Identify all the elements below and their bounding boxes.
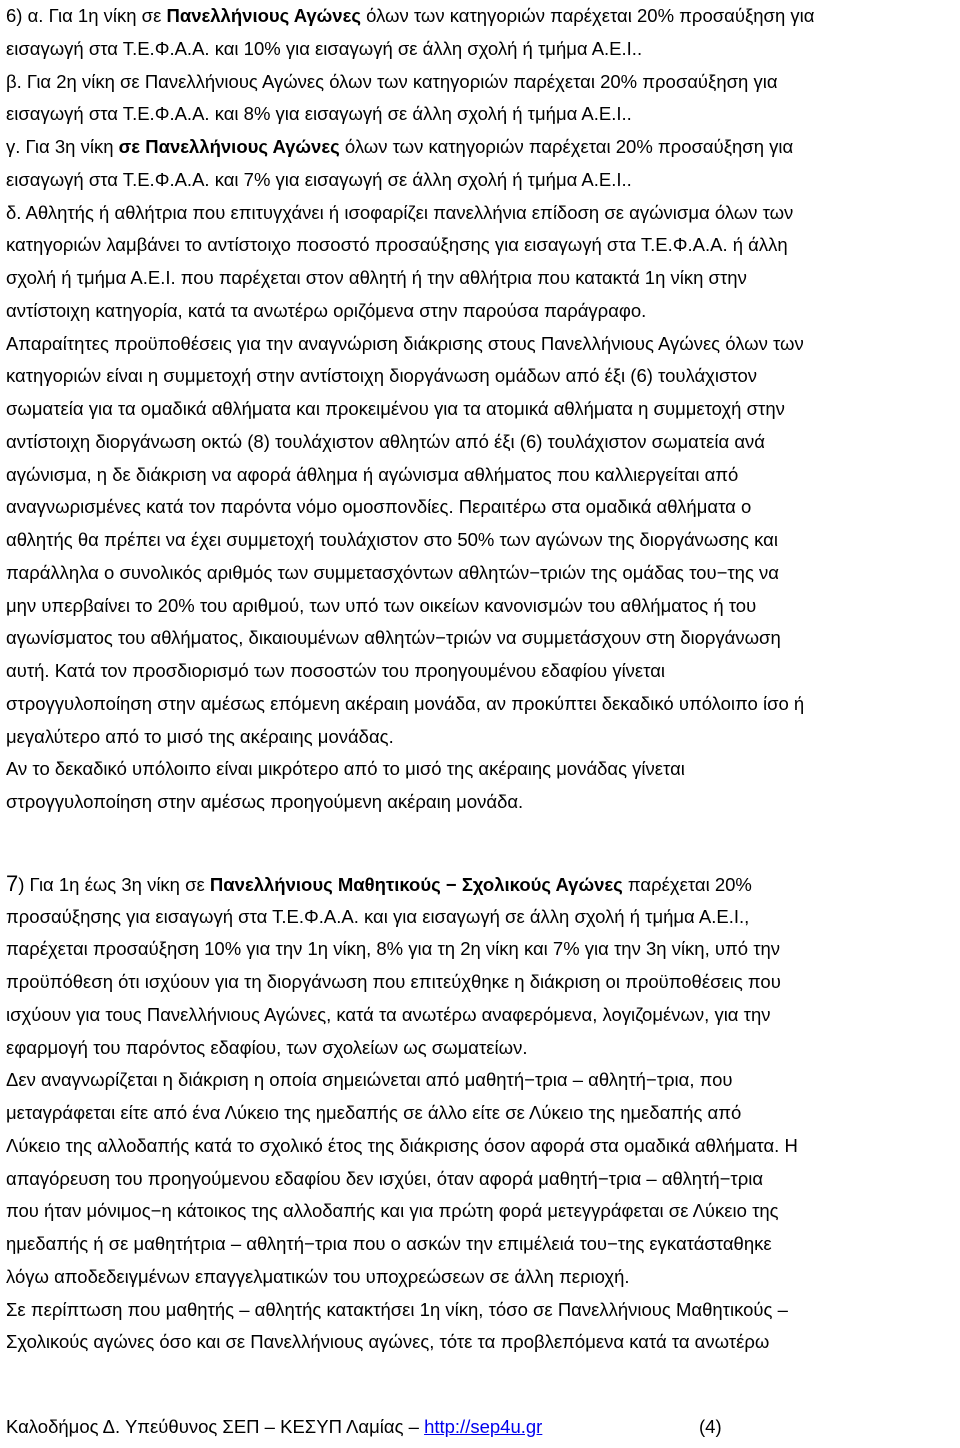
text-run: όλων των κατηγοριών παρέχεται 20% προσαύξηση για	[339, 136, 794, 157]
text-line: εισαγωγή στα Τ.Ε.Φ.Α.Α. και 8% για εισαγωγή σε άλλη σχολή ή τμήμα Α.Ε.Ι..	[6, 103, 632, 125]
text-line: παρέχεται προσαύξηση 10% για την 1η νίκη, 8% για τη 2η νίκη και 7% για την 3η νίκη, υπό την	[6, 938, 781, 960]
paragraph-7	[6, 868, 956, 1065]
text-line: κατηγοριών λαμβάνει το αντίστοιχο ποσοστό προσαύξησης για εισαγωγή στα Τ.Ε.Φ.Α.Α. ή άλλη	[6, 234, 788, 256]
paragraph-6a	[6, 0, 956, 66]
paragraph-6d	[6, 197, 956, 328]
text-line: Σχολικούς αγώνες όσο και σε Πανελλήνιους αγώνες, τότε τα προβλεπόμενα κατά τα ανωτέρω	[6, 1331, 770, 1353]
text-line: δ. Αθλητής ή αθλήτρια που επιτυγχάνει ή ισοφαρίζει πανελλήνια επίδοση σε αγώνισμα όλων των	[6, 201, 794, 223]
text-line: στρογγυλοποίηση στην αμέσως επόμενη ακέραιη μονάδα, αν προκύπτει δεκαδικό υπόλοιπο ίσο ή	[6, 692, 805, 714]
text-line: αυτή. Κατά τον προσδιορισμό των ποσοστών του προηγουμένου εδαφίου γίνεται	[6, 660, 666, 681]
text-line	[6, 868, 956, 901]
page-footer	[6, 1414, 722, 1440]
text-line: αγωνίσματος του αθλήματος, δικαιουμένων αθλητών−τριών να συμμετάσχουν στη διοργάνωση	[6, 627, 781, 649]
paragraph-6b	[6, 66, 956, 132]
page-number: (4)	[699, 1416, 722, 1437]
text-line: προσαύξησης για εισαγωγή στα Τ.Ε.Φ.Α.Α. και για εισαγωγή σε άλλη σχολή ή τμήμα Α.Ε.Ι.,	[6, 905, 750, 927]
text-line: Λύκειο της αλλοδαπής κατά το σχολικό έτος της διάκρισης όσον αφορά στα ομαδικά αθλήματα. Η	[6, 1134, 798, 1156]
text-run: 6) α. Για 1η νίκη σε	[6, 5, 167, 26]
text-line: β. Για 2η νίκη σε Πανελλήνιους Αγώνες όλων των κατηγοριών παρέχεται 20% προσαύξηση για	[6, 70, 778, 92]
text-line: εισαγωγή στα Τ.Ε.Φ.Α.Α. και 10% για εισαγωγή σε άλλη σχολή ή τμήμα Α.Ε.Ι..	[6, 37, 643, 59]
text-line: σωματεία για τα ομαδικά αθλήματα και προκειμένου για τα ατομικά αθλήματα η συμμετοχή στην	[6, 398, 785, 419]
bold-text: −	[445, 873, 457, 895]
text-line: αθλητής θα πρέπει να έχει συμμετοχή τουλάχιστον στο 50% των αγώνων της διοργάνωσης και	[6, 529, 778, 550]
text-line: αντίστοιχη διοργάνωση οκτώ (8) τουλάχιστον αθλητών από έξι (6) τουλάχιστον σωματεία ανά	[6, 430, 765, 452]
text-line: παράλληλα ο συνολικός αριθμός των συμμετασχόντων αθλητών−τριών της ομάδας του−της να	[6, 561, 779, 583]
text-line: ημεδαπής ή σε μαθητήτρια – αθλητή−τρια που ο ασκών την επιμέλειά του−της εγκατάσταθηκε	[6, 1233, 772, 1254]
text-line: εισαγωγή στα Τ.Ε.Φ.Α.Α. και 7% για εισαγωγή σε άλλη σχολή ή τμήμα Α.Ε.Ι..	[6, 168, 632, 190]
paragraph-case	[6, 1294, 956, 1360]
text-line: αγώνισμα, η δε διάκριση να αφορά άθλημα ή αγώνισμα αθλήματος που καλλιεργείται από	[6, 463, 739, 485]
paragraph-transfer	[6, 1064, 956, 1293]
paragraph-requirements	[6, 328, 956, 754]
text-line: ισχύουν για τους Πανελλήνιους Αγώνες, κατά τα ανωτέρω αναφερόμενα, λογιζομένων, για την	[6, 1003, 771, 1025]
footer-link[interactable]: http://sep4u.gr	[424, 1416, 543, 1437]
text-line: κατηγοριών είναι η συμμετοχή στην αντίστοιχη διοργάνωση ομάδων από έξι (6) τουλάχιστον	[6, 365, 757, 387]
bold-text: Πανελλήνιους Μαθητικούς	[209, 873, 446, 895]
document-page	[6, 0, 956, 1359]
bold-text: Σχολικούς Αγώνες	[456, 873, 623, 895]
text-line	[6, 131, 956, 164]
text-line: λόγω αποδεδειγμένων επαγγελματικών του υποχρεώσεων σε άλλη περιοχή.	[6, 1265, 630, 1287]
text-line: Δεν αναγνωρίζεται η διάκριση η οποία σημειώνεται από μαθητή−τρια – αθλητή−τρια, που	[6, 1069, 733, 1091]
text-line: Απαραίτητες προϋποθέσεις για την αναγνώριση διάκρισης στους Πανελλήνιους Αγώνες όλων των	[6, 332, 804, 354]
text-run: γ. Για 3η νίκη	[6, 136, 119, 157]
text-line: στρογγυλοποίηση στην αμέσως προηγούμενη ακέραιη μονάδα.	[6, 791, 524, 812]
text-line: εφαρμογή του παρόντος εδαφίου, των σχολείων ως σωματείων.	[6, 1036, 528, 1058]
paragraph-rounding	[6, 753, 956, 819]
text-line: Αν το δεκαδικό υπόλοιπο είναι μικρότερο από το μισό της ακέραιης μονάδας γίνεται	[6, 758, 685, 780]
text-line: απαγόρευση του προηγούμενου εδαφίου δεν ισχύει, όταν αφορά μαθητή−τρια – αθλητή−τρια	[6, 1167, 764, 1189]
text-line: σχολή ή τμήμα Α.Ε.Ι. που παρέχεται στον αθλητή ή την αθλήτρια που κατακτά 1η νίκη στην	[6, 267, 747, 288]
text-line: Σε περίπτωση που μαθητής – αθλητής κατακτήσει 1η νίκη, τόσο σε Πανελλήνιους Μαθητικούς –	[6, 1298, 788, 1320]
text-run: παρέχεται 20%	[622, 873, 752, 895]
section-number: 7	[6, 870, 19, 896]
bold-text: σε Πανελλήνιους Αγώνες	[118, 136, 340, 157]
text-line	[6, 0, 956, 33]
text-line: μην υπερβαίνει το 20% του αριθμού, των υπό των οικείων κανονισμών του αθλήματος ή του	[6, 594, 757, 616]
bold-text: Πανελλήνιους Αγώνες	[166, 5, 361, 26]
text-line: προϋπόθεση ότι ισχύουν για τη διοργάνωση που επιτεύχθηκε η διάκριση οι προϋποθέσεις που	[6, 971, 781, 992]
text-run: ) Για 1η έως 3η νίκη σε	[18, 873, 210, 895]
paragraph-gap	[6, 819, 956, 868]
text-line: που ήταν μόνιμος−η κάτοικος της αλλοδαπής και για πρώτη φορά μετεγγράφεται σε Λύκειο της	[6, 1200, 779, 1222]
text-line: αντίστοιχη κατηγορία, κατά τα ανωτέρω οριζόμενα στην παρούσα παράγραφο.	[6, 299, 647, 321]
text-line: μεγαλύτερο από το μισό της ακέραιης μονάδας.	[6, 725, 394, 747]
text-run: όλων των κατηγοριών παρέχεται 20% προσαύξηση για	[361, 5, 815, 26]
text-line: μεταγράφεται είτε από ένα Λύκειο της ημεδαπής σε άλλο είτε σε Λύκειο της ημεδαπής από	[6, 1102, 742, 1123]
footer-author: Καλοδήμος Δ. Υπεύθυνος ΣΕΠ – ΚΕΣΥΠ Λαμίας –	[6, 1416, 425, 1437]
text-line: αναγνωρισμένες κατά τον παρόντα νόμο ομοσπονδίες. Περαιτέρω στα ομαδικά αθλήματα ο	[6, 496, 752, 518]
paragraph-6c	[6, 131, 956, 197]
